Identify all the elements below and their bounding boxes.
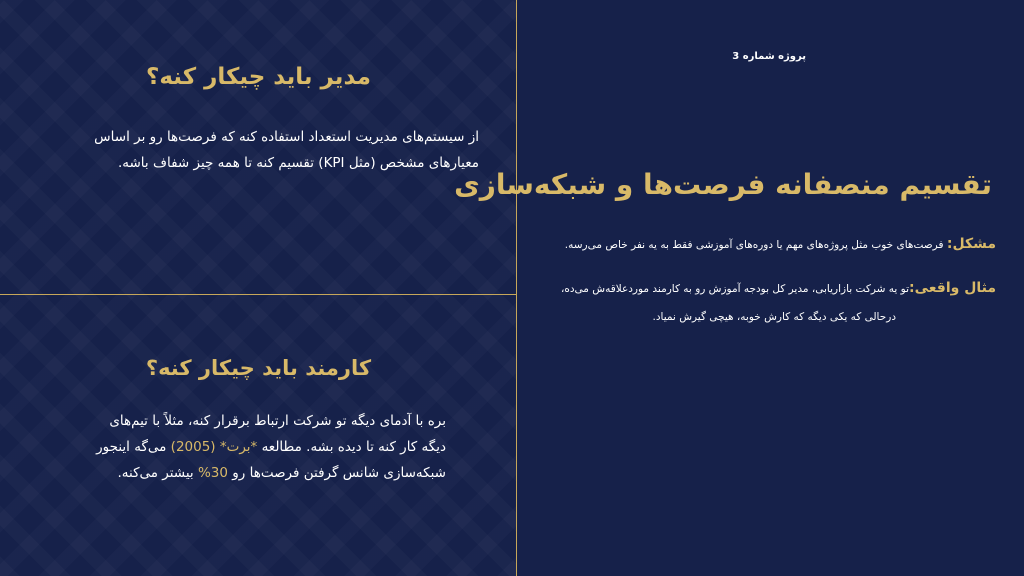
manager-body-line-1: از سیستم‌های مدیریت استعداد استفاده کنه که فرصت‌ها رو بر اساس — [94, 129, 479, 145]
project-tag: پروژه شماره 3 — [732, 51, 806, 62]
percent-highlight: 30% — [197, 465, 228, 481]
manager-body-line-2: معیارهای مشخص (مثل KPI) تقسیم کنه تا همه چیز شفاف باشه. — [117, 155, 479, 171]
manager-title: مدیر باید چیکار کنه؟ — [146, 64, 371, 90]
horizontal-divider — [0, 294, 517, 295]
employee-line-3-end: بیشتر می‌کنه. — [117, 465, 198, 481]
employee-title: کارمند باید چیکار کنه؟ — [145, 356, 372, 380]
employee-body-line-1: بره با آدمای دیگه تو شرکت ارتباط برقرار کنه، مثلاً با تیم‌های — [109, 413, 446, 429]
project-title: تقسیم منصفانه فرصت‌ها و شبکه‌سازی — [454, 168, 992, 201]
employee-line-3-start: شبکه‌سازی شانس گرفتن فرصت‌ها رو — [227, 465, 446, 481]
example-row — [526, 280, 996, 296]
manager-body — [49, 124, 479, 176]
example-label: مثال واقعی: — [909, 280, 996, 296]
employee-body — [46, 408, 446, 486]
study-reference: *برت* (2005) — [170, 439, 258, 455]
problem-row — [526, 236, 996, 252]
example-text: تو یه شرکت بازاریابی، مدیر کل بودجه آموزش رو به کارمند موردعلاقه‌ش می‌ده، — [560, 283, 909, 295]
employee-line-2-end: می‌گه اینجور — [96, 439, 171, 455]
problem-text: فرصت‌های خوب مثل پروژه‌های مهم یا دوره‌های آموزشی فقط به یه نفر خاص می‌رسه. — [564, 239, 947, 251]
example-text-line-2: درحالی که یکی دیگه که کارش خوبه، هیچی گیرش نمیاد. — [652, 311, 896, 323]
problem-label: مشکل: — [946, 236, 996, 252]
employee-line-2-start: دیگه کار کنه تا دیده بشه. مطالعه — [257, 439, 446, 455]
employee-body-line-2 — [46, 434, 446, 460]
employee-body-line-3 — [46, 460, 446, 486]
